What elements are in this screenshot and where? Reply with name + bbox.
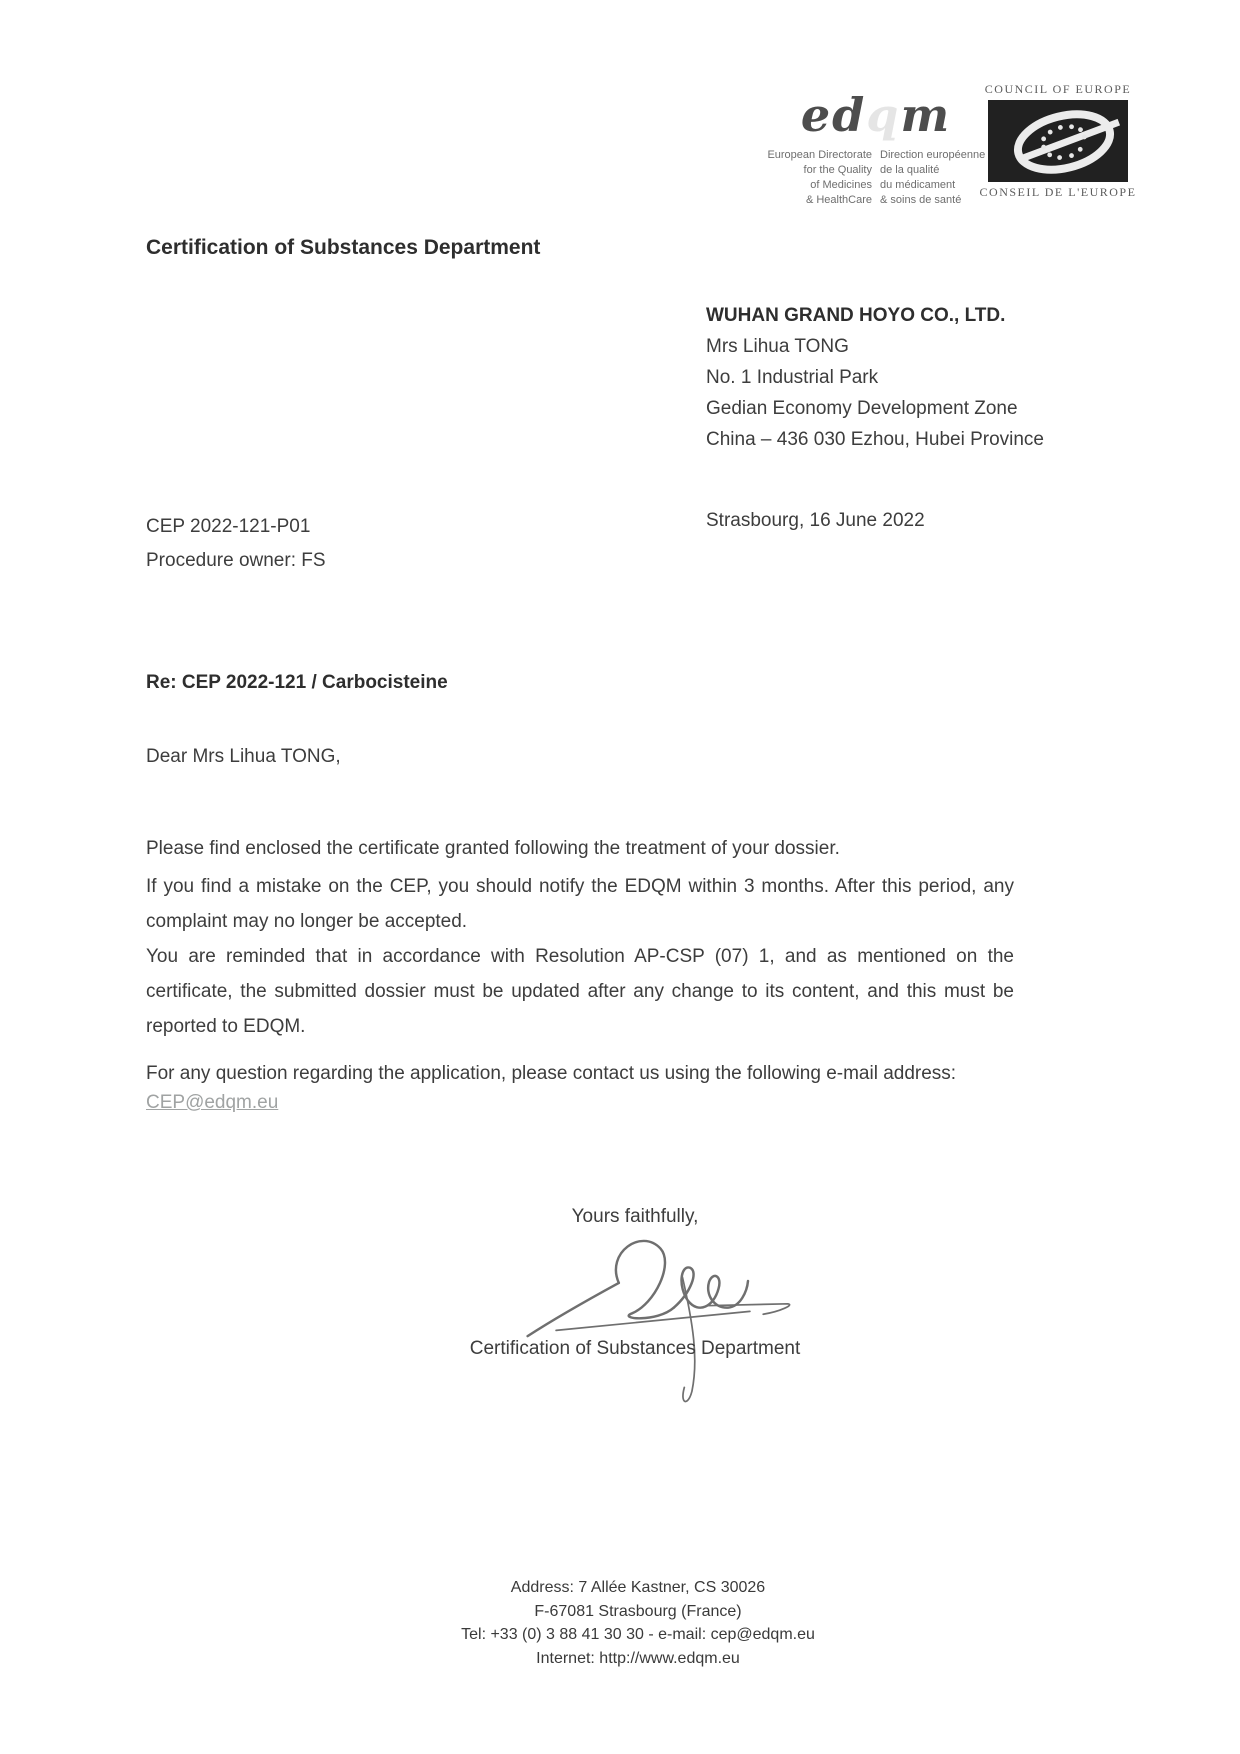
body-paragraph-1: Please find enclosed the certificate granted following the treatment of your dossier.: [146, 838, 840, 859]
body-paragraph-2: If you find a mistake on the CEP, you should notify the EDQM within 3 months. After this period, any complaint may no longer be accepted.: [146, 876, 1014, 932]
salutation: Dear Mrs Lihua TONG,: [146, 746, 341, 767]
procedure-owner: Procedure owner: FS: [146, 550, 326, 571]
tagline-line: for the Quality: [803, 164, 872, 176]
department-heading: Certification of Substances Department: [146, 236, 541, 259]
footer-address-block: [204, 1576, 1072, 1670]
recipient-address: [706, 300, 1044, 455]
signature-department: Certification of Substances Department: [469, 1338, 801, 1359]
body-paragraph-4: For any question regarding the application, please contact us using the following e-mail address:: [146, 1063, 957, 1084]
edqm-logo-text-m: m: [900, 88, 952, 142]
footer-line-tel-email: Tel: +33 (0) 3 88 41 30 30 - e-mail: cep@edqm.eu: [461, 1626, 815, 1643]
recipient-company: WUHAN GRAND HOYO CO., LTD.: [706, 305, 1006, 326]
body-paragraph-3: You are reminded that in accordance with Resolution AP-CSP (07) 1, and as mentioned on the certificate, the submitted dossier must be updated after any change to its content, and this must be reported to EDQM.: [146, 946, 1014, 1037]
tagline-line: European Directorate: [767, 149, 872, 161]
council-of-europe-logo: [978, 82, 1138, 200]
reference-block: [146, 510, 326, 578]
recipient-line: China – 436 030 Ezhou, Hubei Province: [706, 429, 1045, 450]
closing-phrase: Yours faithfully,: [571, 1206, 699, 1227]
recipient-line: No. 1 Industrial Park: [706, 367, 879, 388]
signature-scribble: [508, 1224, 798, 1414]
coe-emblem-icon: [988, 100, 1128, 182]
tagline-line: de la qualité: [880, 164, 940, 176]
edqm-logo: [796, 88, 956, 142]
cep-reference: CEP 2022-121-P01: [146, 516, 311, 537]
recipient-line: Gedian Economy Development Zone: [706, 398, 1018, 419]
footer-line-address: Address: 7 Allée Kastner, CS 30026: [510, 1579, 766, 1596]
recipient-line: Mrs Lihua TONG: [706, 336, 849, 357]
edqm-tagline-english: [718, 148, 872, 208]
footer-line-internet: Internet: http://www.edqm.eu: [536, 1649, 740, 1667]
coe-caption-top: COUNCIL OF EUROPE: [984, 82, 1132, 96]
place-and-date: Strasbourg, 16 June 2022: [706, 510, 925, 531]
tagline-line: & HealthCare: [805, 194, 872, 206]
subject-line: Re: CEP 2022-121 / Carbocisteine: [146, 672, 448, 693]
edqm-logo-text: ed: [800, 88, 867, 142]
coe-caption-bottom: CONSEIL DE L'EUROPE: [979, 185, 1137, 199]
tagline-line: of Medicines: [810, 179, 872, 191]
tagline-line: du médicament: [880, 179, 956, 191]
tagline-line: & soins de santé: [880, 194, 962, 206]
tagline-line: Direction européenne: [880, 149, 986, 161]
footer-line-city: F-67081 Strasbourg (France): [534, 1602, 742, 1620]
cep-email-link[interactable]: CEP@edqm.eu: [146, 1092, 279, 1113]
edqm-logo-ghost-q: q: [866, 88, 901, 142]
